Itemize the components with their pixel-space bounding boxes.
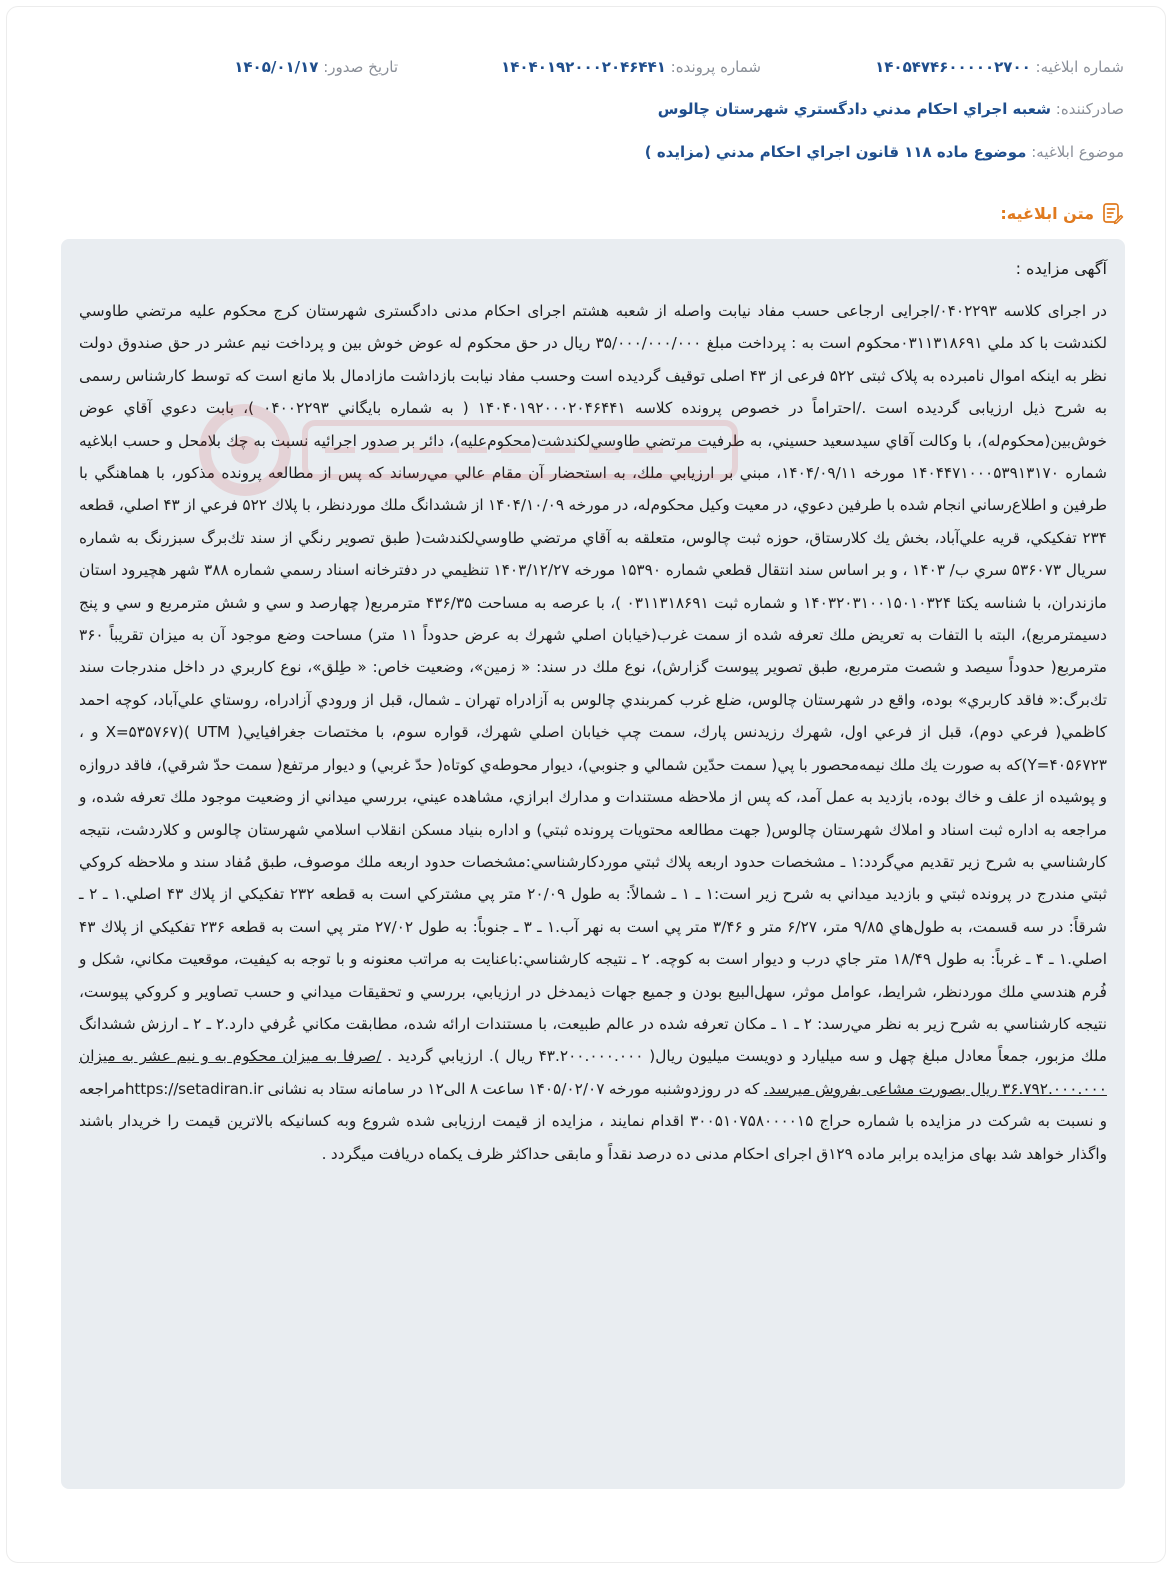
subject-label: موضوع ابلاغیه: xyxy=(1031,143,1124,161)
document-icon xyxy=(1100,201,1124,225)
notice-paragraph xyxy=(79,295,1107,1170)
notice-tail-text: که در روزدوشنبه مورخه ۱۴۰۵/۰۲/۰۷ ساعت ۸ الی۱۲ در سامانه ستاد به نشانی https://setadiran.irمراجعه و نسبت به شرکت در مزایده با شماره حراج ۳۰۰۵۱۰۷۵۸۰۰۰۰۱۵ اقدام نمایند ، مزایده از قیمت ارزیابی شده شروع وبه کسانیکه بالاترین قیمت را خریدار باشند واگذار خواهد شد بهای مزایده برابر ماده ۱۲۹ق اجرای احکام مدنی ده درصد نقداً و مابقی حداکثر ظرف یکماه دریافت میگردد . xyxy=(79,1079,1107,1163)
notice-number-value: ۱۴۰۵۴۷۴۶۰۰۰۰۰۲۷۰۰ xyxy=(875,58,1031,76)
issue-date-label: تاریخ صدور: xyxy=(323,58,398,76)
issuer-label: صادرکننده: xyxy=(1055,100,1124,118)
issuer-value: شعبه اجراي احکام مدني دادگستري شهرستان چالوس xyxy=(657,100,1051,118)
notice-underlined-text: /صرفا به میزان محکوم به و نیم عشر به میزان ۳۶.۷۹۲.۰۰۰.۰۰۰ ریال بصورت مشاعی بفروش میرسد. xyxy=(79,1047,1107,1098)
notice-title: آگهی مزایده : xyxy=(1015,259,1107,278)
case-number-value: ۱۴۰۴۰۱۹۲۰۰۰۲۰۴۶۴۴۱ xyxy=(501,58,666,76)
section-heading-label: متن ابلاغیه: xyxy=(1000,203,1094,223)
subject-value: موضوع ماده ۱۱۸ قانون اجراي احکام مدني (مزايده ) xyxy=(644,143,1027,161)
case-number-label: شماره پرونده: xyxy=(670,58,761,76)
issue-date xyxy=(234,58,398,76)
notice-body xyxy=(61,239,1125,1489)
notice-number-label: شماره ابلاغیه: xyxy=(1035,58,1124,76)
notice-main-text: در اجرای کلاسه ۰۴۰۲۲۹۳/اجرایی ارجاعی حسب مفاد نیابت واصله از شعبه هشتم اجرای احکام مدنی دادگستری شهرستان کرج محکوم علیه مرتضي طاوسي لکندشت با کد ملي ۰۳۱۱۳۱۸۶۹۱محکوم است به : پرداخت مبلغ ۳۵/۰۰۰/۰۰۰/۰۰۰ ریال در حق محکوم له عوض خوش بین و پرداخت نیم عشر در حق صندوق دولت نظر به اینکه اموال نامبرده به پلاک ثبتی ۵۲۲ فرعی از ۴۳ اصلی توقیف گردیده است وحسب مفاد نیابت بازداشت مازادمال بلا مانع است که توسط کارشناس رسمی به شرح ذیل ارزیابی گردیده است ./احتراماً در خصوص پرونده کلاسه ۱۴۰۴۰۱۹۲۰۰۰۲۰۴۶۴۴۱ ( به شماره بايگاني ۰۴۰۰۲۲۹۳ )، بابت دعوي آقاي عوض خوش‌بين(محکوم‌له)، با وکالت آقاي سيدسعيد حسيني، به طرفيت مرتضي طاوسي‌لکندشت(محکوم‌عليه)، دائر بر صدور اجرائيه نسبت به چك بلامحل و حسب ابلاغيه شماره ۱۴۰۴۴۷۱۰۰۰۵۳۹۱۳۱۷۰ مورخه ۱۴۰۴/۰۹/۱۱، مبني بر ارزيابي ملك، به استحضار آن مقام عالي مي‌رساند كه پس از مطالعه پرونده مذكور، با هماهنگي با طرفين و اطلاع‌رساني انجام شده با طرفين دعوي، در معيت وكيل محکوم‌له، در مورخه ۱۴۰۴/۱۰/۰۹ از ششدانگ ملك موردنظر، با پلاك ۵۲۲ فرعي از ۴۳ اصلي، قطعه ۲۳۴ تفكيكي، قريه علي‌آباد، بخش يك كلارستاق، حوزه ثبت چالوس، متعلقه به آقاي مرتضي طاوسي‌لكندشت( طبق تصوير رنگي از سند تك‌برگ سبزرنگ به شماره سريال ۵۳۶۰۷۳ سري ب/ ۱۴۰۳ ، و بر اساس سند انتقال قطعي شماره ۱۵۳۹۰ مورخه ۱۴۰۳/۱۲/۲۷ تنظيمي در دفترخانه اسناد رسمي شماره ۳۸۸ شهر هچيرود استان مازندران، با شناسه يكتا ۱۴۰۳۲۰۳۱۰۰۱۵۰۱۰۳۲۴ و شماره ثبت ۰۳۱۱۳۱۸۶۹۱ )، با عرصه به مساحت ۴۳۶/۳۵ مترمربع( چهارصد و سي و شش مترمربع و سي و پنج دسيمترمربع)، البته با التفات به تعريض ملك تعرفه شده از سمت غرب(خيابان اصلي شهرك به عرض حدوداً ۱۱ متر) مساحت وضع موجود آن به ميزان تقريباً ۳۶۰ مترمربع( حدوداً سيصد و شصت مترمربع، طبق تصوير پيوست گزارش)، نوع ملك در سند: « زمين»، وضعيت خاص: « طِلق»، نوع كاربري در داخل مندرجات سند تك‌برگ:« فاقد كاربري» بوده، واقع در شهرستان چالوس، ضلع غرب كمربندي چالوس به آزادراه تهران ـ شمال، قبل از ورودي آزادراه، روستاي علي‌آباد، كوچه احمد كاظمي( فرعي دوم)، قبل از فرعي اول، شهرك رزيدنس پارك، سمت چپ خيابان اصلي شهرك، قواره سوم، با مختصات جغرافيايي( UTM )(X=۵۳۵۷۶۷ و ، ۴۰۵۶۷۲۳=Y)كه به صورت يك ملك نيمه‌محصور با پي( سمت حدّين شمالي و جنوبي)، ديوار محوطه‌ي كوتاه( حدّ غربي) و ديوار مرتفع( سمت حدّ شرقي)، فاقد دروازه و پوشيده از علف و خاك بوده، بازديد به عمل آمد، كه پس از ملاحظه مستندات و مدارك ابرازي، مشاهده عيني، بررسي ميداني از وضعيت موجود ملك تعرفه شده، و مراجعه به اداره ثبت اسناد و املاك شهرستان چالوس( جهت مطالعه محتويات پرونده ثبتي) و اداره بنياد مسكن انقلاب اسلامي شهرستان چالوس و كلاردشت، نتيجه كارشناسي به شرح زير تقديم مي‌گردد:۱ ـ مشخصات حدود اربعه پلاك ثبتي موردكارشناسي:مشخصات حدود اربعه ملك موصوف، طبق مُفاد سند و ملاحظه كروكي ثبتي مندرج در پرونده ثبتي و بازديد ميداني به شرح زير است:۱ ـ ۱ ـ شمالاً: به طول ۲۰/۰۹ متر پي مشتركي است به قطعه ۲۳۲ تفكيكي از پلاك ۴۳ اصلي.۱ ـ ۲ ـ شرقاً: در سه قسمت، به طول‌هاي ۹/۸۵ متر، ۶/۲۷ متر و ۳/۴۶ متر پي است به نهر آب.۱ ـ ۳ ـ جنوباً: به طول ۲۷/۰۲ متر پي است به قطعه ۲۳۶ تفكيكي از پلاك ۴۳ اصلي.۱ ـ ۴ ـ غرباً: به طول ۱۸/۴۹ متر جاي درب و ديوار است به كوچه. ۲ ـ نتيجه كارشناسي:باعنايت به مراتب معنونه و با توجه به كيفيت، موقعيت مكاني، شكل و فُرم هندسي ملك موردنظر، شرايط، عوامل موثر، سهل‌البيع بودن و جميع جهات ذيمدخل در ارزيابي، بررسي و تحقيقات ميداني و حسب تصاوير و كروكي پيوست، نتيجه كارشناسي به شرح زير به نظر مي‌رسد: ۲ ـ ۱ ـ مكان تعرفه شده در عالم طبيعت، با مستندات ارائه شده، مطابقت مكاني عُرفي دارد.۲ ـ ۲ ـ ارزش ششدانگ ملك مزبور، جمعاً معادل مبلغ چهل و سه ميليارد و دويست ميليون ريال( ۴۳.۲۰۰.۰۰۰.۰۰۰ ريال ). ارزيابي گرديد . xyxy=(79,302,1108,1066)
notice-number xyxy=(875,58,1124,76)
meta-row-issuer xyxy=(40,100,1124,118)
notice-text-heading xyxy=(1000,201,1124,225)
issue-date-value: ۱۴۰۵/۰۱/۱۷ xyxy=(234,58,319,76)
meta-row-subject xyxy=(40,143,1124,161)
case-number xyxy=(501,58,761,76)
